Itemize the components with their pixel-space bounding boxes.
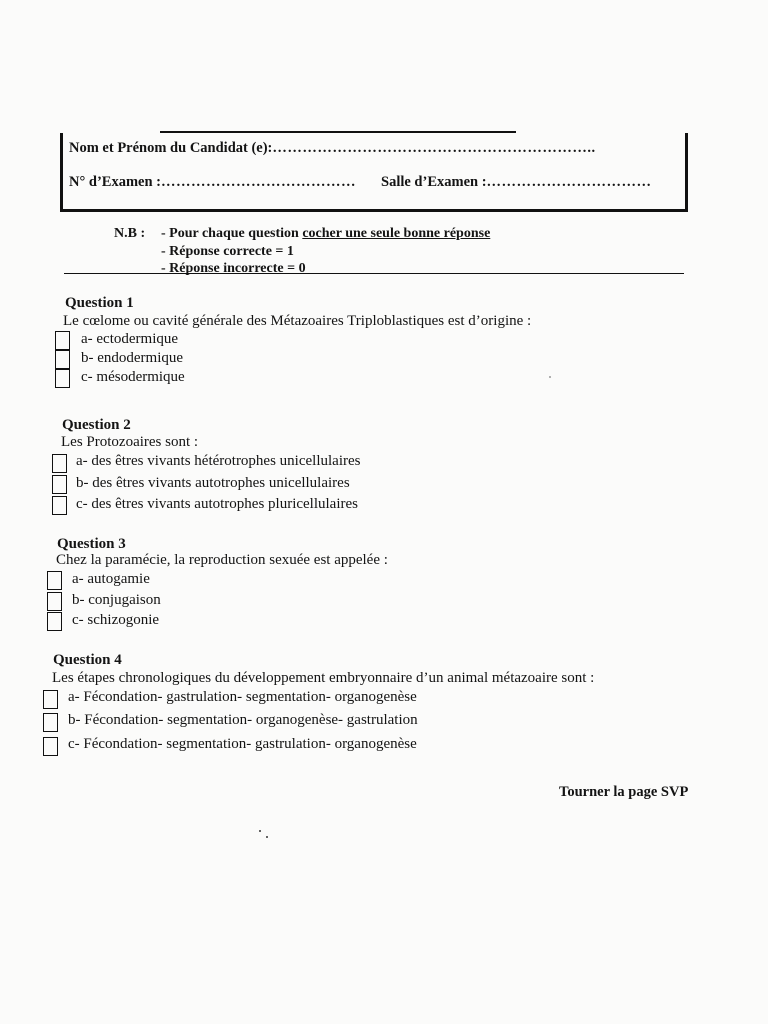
candidate-name-field[interactable] — [69, 140, 596, 157]
question-4-checkbox-a[interactable] — [43, 690, 58, 709]
candidate-name-dots: ……………………………………………………….. — [272, 140, 596, 156]
question-1-text: Le cœlome ou cavité générale des Métazoaires Triploblastiques est d’origine : — [63, 313, 532, 329]
question-3-option-a: a- autogamie — [72, 571, 150, 587]
question-3-checkbox-b[interactable] — [47, 592, 62, 611]
question-1-checkbox-a[interactable] — [55, 331, 70, 350]
question-1-title: Question 1 — [65, 295, 134, 311]
question-1-option-a: a- ectodermique — [81, 331, 179, 347]
question-2-option-c: c- des êtres vivants autotrophes pluricellulaires — [76, 496, 358, 512]
question-3-option-c: c- schizogonie — [72, 612, 160, 628]
nb-line-2: - Réponse correcte = 1 — [161, 244, 294, 259]
question-4-option-b: b- Fécondation- segmentation- organogenèse- gastrulation — [68, 712, 418, 728]
speck-mark — [549, 376, 551, 378]
nb-line-1-underlined: cocher une seule bonne réponse — [302, 226, 491, 241]
question-2-text: Les Protozoaires sont : — [61, 434, 199, 450]
question-4-title: Question 4 — [53, 652, 122, 668]
nb-label: N.B : — [114, 226, 146, 241]
nb-line-3: - Réponse incorrecte = 0 — [161, 261, 306, 276]
speck-mark — [259, 830, 261, 832]
exam-room-dots: …………………………… — [486, 174, 652, 190]
question-2-checkbox-a[interactable] — [52, 454, 67, 473]
exam-number-field[interactable] — [69, 174, 356, 191]
question-3-checkbox-c[interactable] — [47, 612, 62, 631]
nb-line-1 — [161, 226, 490, 242]
question-4-option-c: c- Fécondation- segmentation- gastrulation- organogenèse — [68, 736, 417, 752]
question-3-title: Question 3 — [57, 536, 126, 552]
question-3-text: Chez la paramécie, la reproduction sexuée est appelée : — [56, 552, 388, 568]
exam-room-field[interactable] — [381, 174, 652, 191]
question-4-text: Les étapes chronologiques du développement embryonnaire d’un animal métazoaire sont : — [52, 670, 595, 686]
question-2-checkbox-b[interactable] — [52, 475, 67, 494]
question-4-option-a: a- Fécondation- gastrulation- segmentation- organogenèse — [68, 689, 417, 705]
exam-number-label: N° d’Examen : — [69, 174, 161, 190]
exam-number-dots: ………………………………… — [161, 174, 356, 190]
question-1-checkbox-b[interactable] — [55, 350, 70, 369]
question-2-checkbox-c[interactable] — [52, 496, 67, 515]
nb-line-1-prefix: - Pour chaque question — [161, 226, 303, 241]
question-4-checkbox-c[interactable] — [43, 737, 58, 756]
question-1-option-b: b- endodermique — [81, 350, 184, 366]
exam-room-label: Salle d’Examen : — [381, 174, 487, 190]
turn-page-note: Tourner la page SVP — [559, 784, 689, 800]
speck-mark — [266, 836, 268, 838]
separator-rule — [64, 273, 684, 274]
question-2-option-b: b- des êtres vivants autotrophes unicellulaires — [76, 475, 350, 491]
question-2-option-a: a- des êtres vivants hétérotrophes unicellulaires — [76, 453, 361, 469]
question-1-checkbox-c[interactable] — [55, 369, 70, 388]
question-4-checkbox-b[interactable] — [43, 713, 58, 732]
candidate-name-label: Nom et Prénom du Candidat (e): — [69, 140, 273, 156]
question-3-checkbox-a[interactable] — [47, 571, 62, 590]
question-3-option-b: b- conjugaison — [72, 592, 161, 608]
question-1-option-c: c- mésodermique — [81, 369, 185, 385]
question-2-title: Question 2 — [62, 417, 131, 433]
